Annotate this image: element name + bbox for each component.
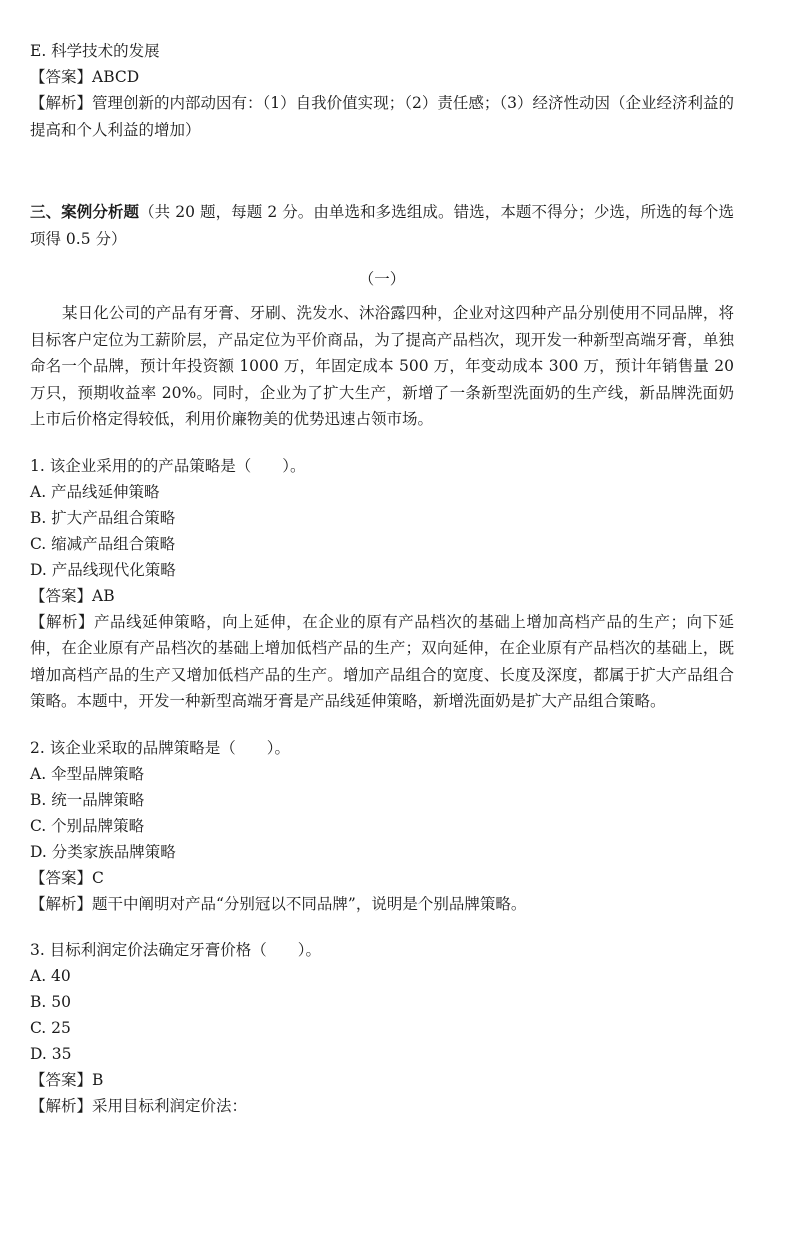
- case-number: （一）: [358, 270, 406, 288]
- analysis: 【解析】采用目标利润定价法：: [30, 1097, 248, 1115]
- option-d: D. 35: [30, 1045, 72, 1063]
- question-stem: 2. 该企业采取的品牌策略是（ ）。: [30, 738, 290, 757]
- analysis: 【解析】题干中阐明对产品“分别冠以不同品牌”，说明是个别品牌策略。: [30, 894, 527, 913]
- option-c: C. 缩减产品组合策略: [30, 534, 176, 553]
- analysis: 【解析】产品线延伸策略，向上延伸，在企业的原有产品档次的基础上增加高档产品的生产；向下延伸，在企业原有产品档次的基础上增加低档产品的生产；双向延伸，在企业原有产品档次的基础上，既增加高档产品的生产又增加低档产品的生产。增加产品组合的宽度、长度及深度，都属于扩大产品组合策略。本题中，开发一种新型高端牙膏是产品线延伸策略，新增洗面奶是扩大产品组合策略。: [30, 612, 734, 710]
- answer: 【答案】C: [30, 868, 104, 887]
- answer: 【答案】AB: [30, 586, 115, 605]
- section-heading: [30, 199, 734, 252]
- prev-option-e: E. 科学技术的发展: [30, 42, 160, 60]
- option-b: B. 50: [30, 993, 71, 1011]
- prev-answer: 【答案】ABCD: [30, 68, 140, 86]
- option-d: D. 产品线现代化策略: [30, 560, 176, 579]
- option-a: A. 伞型品牌策略: [30, 764, 145, 783]
- option-a: A. 产品线延伸策略: [30, 482, 160, 501]
- section-desc: （共 20 题，每题 2 分。由单选和多选组成。错选，本题不得分；少选，所选的每个选项得 0.5 分）: [30, 203, 734, 248]
- section-title: 三、案例分析题: [30, 202, 140, 221]
- option-b: B. 扩大产品组合策略: [30, 508, 176, 527]
- option-c: C. 个别品牌策略: [30, 816, 145, 835]
- question-1: [30, 453, 734, 715]
- option-b: B. 统一品牌策略: [30, 790, 145, 809]
- question-stem: 3. 目标利润定价法确定牙膏价格（ ）。: [30, 941, 321, 959]
- option-a: A. 40: [30, 967, 71, 985]
- question-stem: 1. 该企业采用的的产品策略是（ ）。: [30, 456, 306, 475]
- question-3: [30, 937, 734, 1119]
- option-c: C. 25: [30, 1019, 71, 1037]
- case-text: 某日化公司的产品有牙膏、牙刷、洗发水、沐浴露四种，企业对这四种产品分别使用不同品牌，将目标客户定位为工薪阶层，产品定位为平价商品，为了提高产品档次，现开发一种新型高端牙膏，单独命名一个品牌，预计年投资额 1000 万，年固定成本 500 万，年变动成本 300 万，预计年销售量 20 万只，预期收益率 20%。同时，企业为了扩大生产，新增了一条新型洗面奶的生产线，新品牌洗面奶上市后价格定得较低，利用价廉物美的优势迅速占领市场。: [30, 304, 734, 428]
- prev-analysis: 【解析】管理创新的内部动因有：（1）自我价值实现；（2）责任感；（3）经济性动因（企业经济利益的提高和个人利益的增加）: [30, 94, 734, 139]
- answer: 【答案】B: [30, 1071, 104, 1089]
- question-2: [30, 735, 734, 918]
- option-d: D. 分类家族品牌策略: [30, 842, 176, 861]
